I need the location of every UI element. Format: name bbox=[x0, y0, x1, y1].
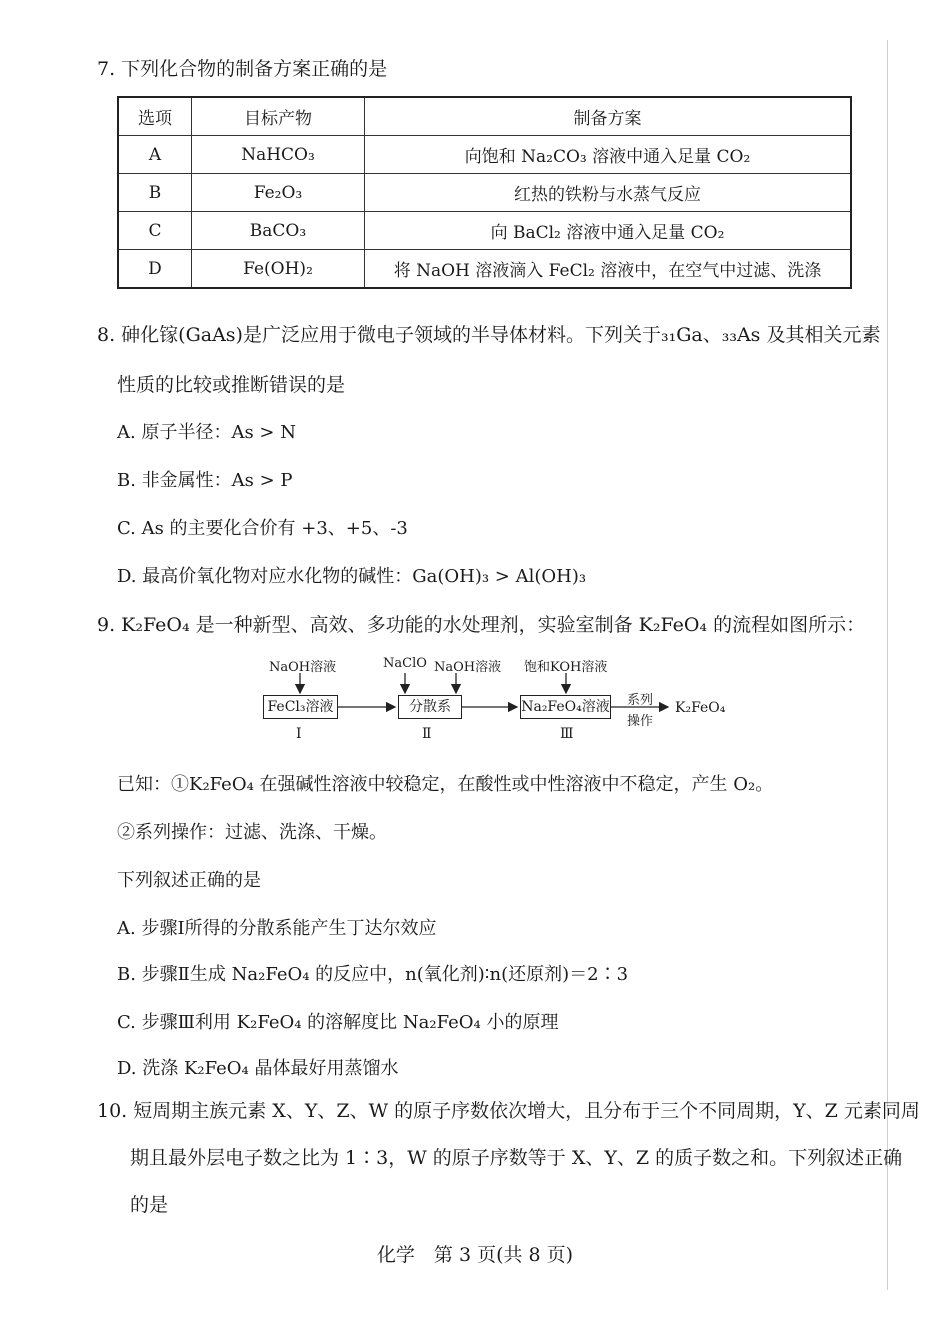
reagent-naoh-2: NaOH溶液 bbox=[434, 660, 502, 675]
q8-option-c: C. As 的主要化合价有 +3、+5、-3 bbox=[117, 518, 408, 539]
row-method: 向饱和 Na₂CO₃ 溶液中通入足量 CO₂ bbox=[365, 136, 852, 174]
row-method: 红热的铁粉与水蒸气反应 bbox=[365, 174, 852, 212]
q9-option-b: B. 步骤Ⅱ生成 Na₂FeO₄ 的反应中，n(氧化剂)∶n(还原剂)＝2∶3 bbox=[117, 964, 629, 985]
box-dispersion: 分散系 bbox=[398, 695, 462, 719]
product-k2feo4: K₂FeO₄ bbox=[675, 700, 726, 716]
q9-stem: 9. K₂FeO₄ 是一种新型、高效、多功能的水处理剂，实验室制备 K₂FeO₄ 的流程如图所示： bbox=[97, 614, 866, 636]
op-label-1: 系列 bbox=[627, 693, 654, 708]
reagent-naclo: NaClO bbox=[383, 656, 427, 671]
q7-stem: 7. 下列化合物的制备方案正确的是 bbox=[97, 58, 388, 80]
q9-known-2: ②系列操作：过滤、洗涤、干燥。 bbox=[117, 822, 387, 843]
step-label-1: Ⅰ bbox=[296, 726, 302, 742]
row-method: 将 NaOH 溶液滴入 FeCl₂ 溶液中，在空气中过滤、洗涤 bbox=[365, 250, 852, 289]
box-na2feo4: Na₂FeO₄溶液 bbox=[520, 695, 611, 719]
q10-line2: 期且最外层电子数之比为 1∶3，W 的原子序数等于 X、Y、Z 的质子数之和。下列叙述正确 bbox=[130, 1147, 903, 1169]
q9-option-c: C. 步骤Ⅲ利用 K₂FeO₄ 的溶解度比 Na₂FeO₄ 小的原理 bbox=[117, 1012, 559, 1033]
row-option: C bbox=[118, 212, 192, 250]
q8-option-b: B. 非金属性：As > P bbox=[117, 470, 293, 491]
header-product: 目标产物 bbox=[192, 97, 365, 136]
q9-option-a: A. 步骤Ⅰ所得的分散系能产生丁达尔效应 bbox=[117, 918, 437, 939]
header-option: 选项 bbox=[118, 97, 192, 136]
page-footer: 化学 第 3 页(共 8 页) bbox=[376, 1244, 574, 1266]
row-method: 向 BaCl₂ 溶液中通入足量 CO₂ bbox=[365, 212, 852, 250]
row-product: Fe₂O₃ bbox=[192, 174, 365, 212]
q8-option-d: D. 最高价氧化物对应水化物的碱性：Ga(OH)₃ > Al(OH)₃ bbox=[117, 566, 587, 587]
q10-line1: 10. 短周期主族元素 X、Y、Z、W 的原子序数依次增大，且分布于三个不同周期，Y、Z 元素同周 bbox=[97, 1100, 920, 1122]
reagent-koh: 饱和KOH溶液 bbox=[524, 660, 608, 675]
reagent-naoh-1: NaOH溶液 bbox=[269, 660, 337, 675]
box-fecl3: FeCl₃溶液 bbox=[263, 695, 338, 719]
row-product: Fe(OH)₂ bbox=[192, 250, 365, 289]
q8-option-a: A. 原子半径：As > N bbox=[117, 422, 296, 443]
row-option: A bbox=[118, 136, 192, 174]
row-option: D bbox=[118, 250, 192, 289]
q9-known-1: 已知：①K₂FeO₄ 在强碱性溶液中较稳定，在酸性或中性溶液中不稳定，产生 O₂。 bbox=[117, 774, 774, 795]
q9-option-d: D. 洗涤 K₂FeO₄ 晶体最好用蒸馏水 bbox=[117, 1058, 399, 1079]
op-label-2: 操作 bbox=[627, 714, 654, 729]
q9-ask: 下列叙述正确的是 bbox=[117, 870, 261, 891]
header-method: 制备方案 bbox=[365, 97, 852, 136]
row-product: NaHCO₃ bbox=[192, 136, 365, 174]
step-label-3: Ⅲ bbox=[560, 726, 574, 742]
q10-line3: 的是 bbox=[130, 1194, 169, 1216]
q8-stem-line2: 性质的比较或推断错误的是 bbox=[117, 374, 346, 396]
step-label-2: Ⅱ bbox=[422, 726, 432, 742]
q8-stem-line1: 8. 砷化镓(GaAs)是广泛应用于微电子领域的半导体材料。下列关于₃₁Ga、₃₃As 及其相关元素 bbox=[97, 324, 881, 346]
row-option: B bbox=[118, 174, 192, 212]
row-product: BaCO₃ bbox=[192, 212, 365, 250]
